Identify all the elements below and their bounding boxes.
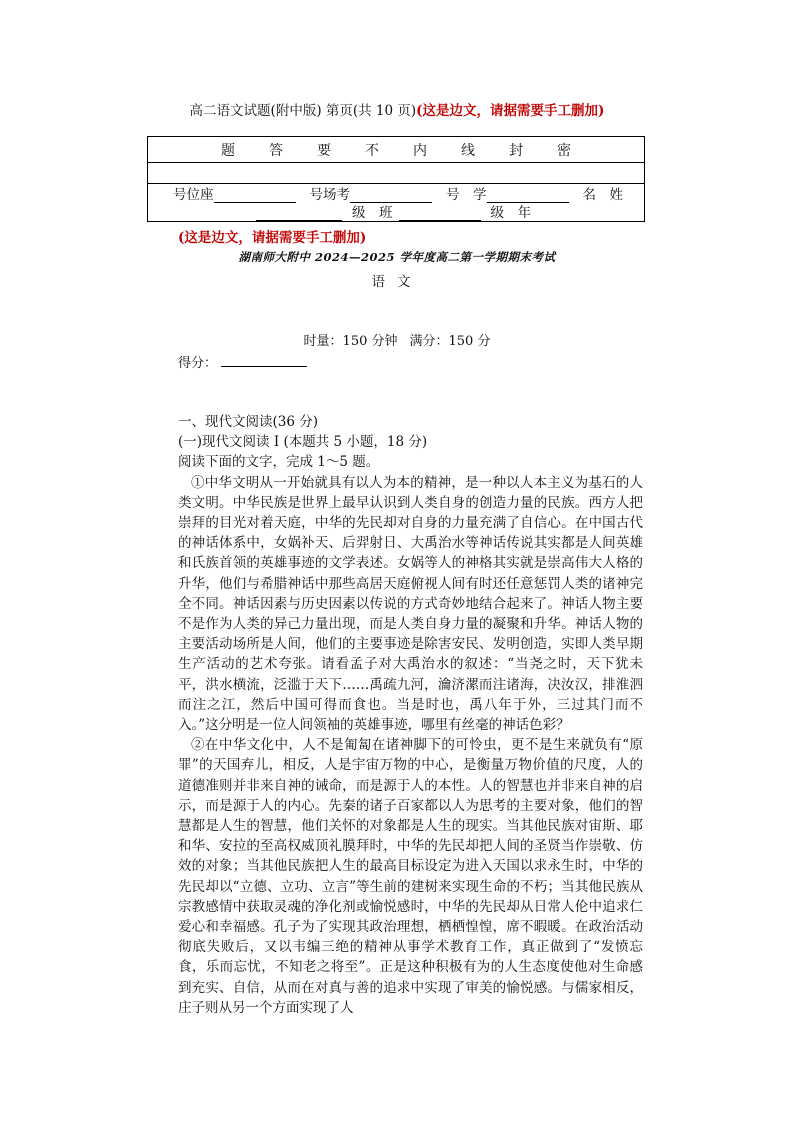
section-heading: 一、现代文阅读(36 分) — [178, 414, 319, 430]
time-and-score-line — [0, 330, 794, 349]
seat-blank[interactable] — [214, 190, 296, 203]
header-red-note: (这是边文，请据需要手工删加) — [416, 103, 605, 119]
class-label: 级 班 — [352, 205, 393, 221]
seal-char: 密 — [557, 142, 571, 159]
paragraph: ①中华文明从一开始就具有以人为本的精神，是一种以人本主义为基石的人类文明。中华民族是世界上最早认识到人类自身的创造力量的民族。西方人把崇拜的目光对着天庭，中华的先民却对自身的力量充满了自信心。在中国古代的神话体系中，女娲补天、后羿射日、大禹治水等神话传说其实都是人间英雄和氏族首领的英雄事迹的文学表述。女娲等人的神格其实就是崇高伟大人格的升华，他们与希腊神话中那些高居天庭俯视人间有时还任意惩罚人类的诸神完全不同。神话因素与历史因素以传说的方式奇妙地结合起来了。神话人物主要不是作为人类的异己力量出现，而是人类自身力量的凝聚和升华。神话人物的主要活动场所是人间，他们的主要事迹是除害安民、发明创造，实即人类早期生产活动的艺术夸张。请看孟子对大禹治水的叙述：“当尧之时，天下犹未平，洪水横流，泛滥于天下……禹疏九河，瀹济漯而注诸海，决汝汉，排淮泗而注之江，然后中国可得而食也。当是时也，禹八年于外，三过其门而不入。”这分明是一位人间领袖的英雄事迹，哪里有丝毫的神话色彩？ — [178, 474, 643, 734]
seal-spacer-row — [148, 163, 644, 184]
paragraph: ②在中华文化中，人不是匍匐在诸神脚下的可怜虫，更不是生来就负有“原罪”的天国弃儿，相反，人是宇宙万物的中心，是衡量万物价值的尺度，人的道德准则并非来自神的诫命，而是源于人的本性。人的智慧也并非来自神的启示，而是源于人的内心。先秦的诸子百家都以人为思考的主要对象，他们的智慧都是人生的智慧，他们关怀的对象都是人生的现实。当其他民族对宙斯、耶和华、安拉的至高权威顶礼膜拜时，中华的先民却把人间的圣贤当作崇敬、仿效的对象；当其他民族把人生的最高目标设定为进入天国以求永生时，中华的先民却以“立德、立功、立言”等生前的建树来实现生命的不朽；当其他民族从宗教感情中获取灵魂的净化剂或愉悦感时，中华的先民却从日常人伦中追求仁爱心和幸福感。孔子为了实现其政治理想，栖栖惶惶，席不暇暖。在政治活动彻底失败后，又以韦编三绝的精神从事学术教育工作，真正做到了“发愤忘食，乐而忘忧，不知老之将至”。正是这种积极有为的人生态度使他对生命感到充实、自信，从而在对真与善的追求中实现了审美的愉悦感。与儒家相反，庄子则从另一个方面实现了人 — [178, 737, 643, 1016]
exam-title: 湖南师大附中 2024—2025 学年度高二第一学期期末考试 — [238, 250, 556, 264]
score-blank[interactable] — [221, 354, 307, 367]
subsection-heading: (一)现代文阅读 I (本题共 5 小题，18 分) — [178, 434, 428, 451]
seal-warning-row — [148, 137, 644, 163]
seal-line-box — [147, 136, 645, 222]
instruction: 阅读下面的文字，完成 1～5 题。 — [178, 454, 380, 471]
seal-char: 内 — [413, 142, 427, 159]
seal-char: 线 — [461, 142, 475, 159]
room-label: 号场考 — [309, 187, 350, 203]
grade-label: 级 年 — [490, 205, 531, 221]
subject-title: 语文 — [371, 274, 423, 290]
score-field — [178, 352, 307, 371]
score-label: 得分： — [178, 356, 218, 371]
student-info-row — [148, 184, 644, 203]
header-text: 高二语文试题(附中版) 第页(共 10 页) — [189, 103, 417, 119]
seal-char: 封 — [509, 142, 523, 159]
duration: 时量：150 分钟 — [303, 334, 398, 349]
margin-red-note: (这是边文，请据需要手工删加) — [178, 230, 367, 246]
seal-char: 答 — [269, 142, 283, 159]
reading-section — [178, 412, 643, 1018]
seal-char: 题 — [221, 142, 235, 159]
full-score: 满分：150 分 — [409, 334, 491, 349]
name-label: 名 姓 — [582, 187, 623, 203]
grade-blank[interactable] — [399, 208, 481, 221]
seal-char: 不 — [365, 142, 379, 159]
seat-label: 号位座 — [173, 187, 214, 203]
student-no-label: 号 学 — [446, 187, 487, 203]
seal-char: 要 — [317, 142, 331, 159]
class-blank[interactable] — [256, 208, 342, 221]
class-info-row — [148, 203, 644, 221]
margin-header — [0, 99, 794, 119]
